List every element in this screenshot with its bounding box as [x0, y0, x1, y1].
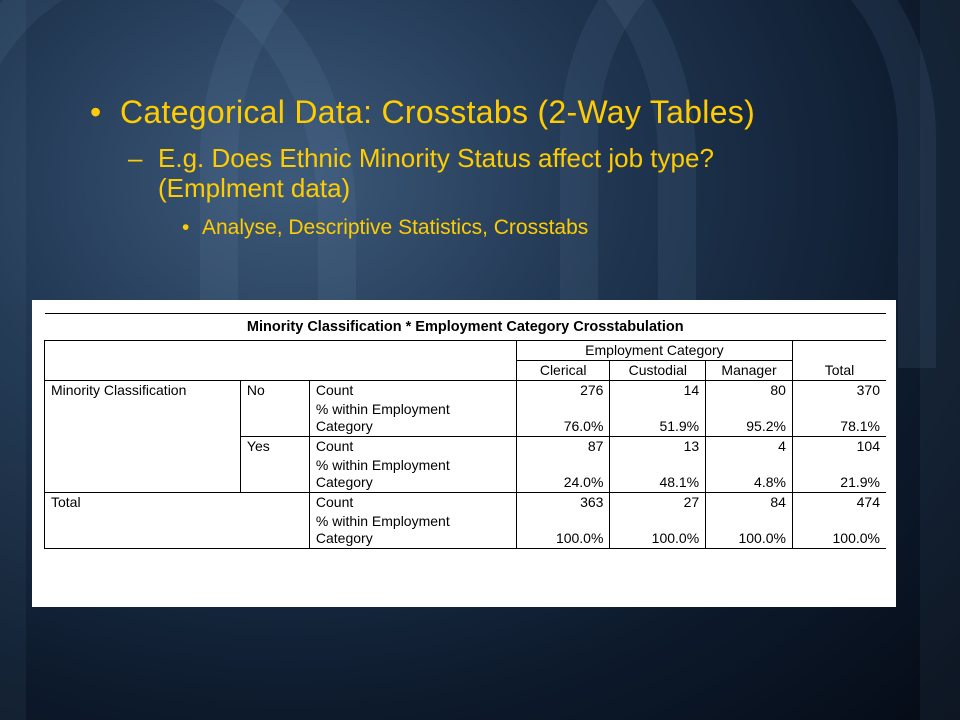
cell-total-pct-clerical: 100.0% [516, 512, 610, 549]
cell-total-count-clerical: 363 [516, 493, 610, 513]
cell-yes-count-manager: 4 [706, 437, 793, 457]
cell-total-pct-total: 100.0% [792, 512, 886, 549]
cell-total-count-manager: 84 [706, 493, 793, 513]
row-var-label: Minority Classification [45, 381, 241, 493]
level-yes: Yes [240, 437, 309, 493]
crosstab-panel [32, 300, 896, 607]
cell-yes-pct-clerical: 24.0% [516, 456, 610, 493]
cell-total-pct-manager: 100.0% [706, 512, 793, 549]
cell-no-count-custodial: 14 [610, 381, 706, 401]
table-row [45, 493, 887, 513]
bullet-dot-icon: • [182, 216, 190, 239]
bullet-level3-text: Analyse, Descriptive Statistics, Crosstabs [202, 216, 589, 239]
cell-total-count-custodial: 27 [610, 493, 706, 513]
bullet-level1-text: Categorical Data: Crosstabs (2-Way Tables) [120, 94, 756, 130]
stat-count: Count [309, 437, 516, 457]
stat-count: Count [309, 381, 516, 401]
header-manager: Manager [706, 361, 793, 381]
level-no: No [240, 381, 309, 437]
table-title: Minority Classification * Employment Category Crosstabulation [45, 314, 887, 341]
header-custodial: Custodial [610, 361, 706, 381]
cell-yes-count-total: 104 [856, 438, 880, 454]
header-corner [45, 341, 517, 381]
bullet-dash-icon: – [128, 143, 143, 173]
cell-yes-pct-manager: 4.8% [706, 456, 793, 493]
cell-no-pct-clerical: 76.0% [516, 400, 610, 437]
bullet-level2-line1: E.g. Does Ethnic Minority Status affect job type? [158, 143, 714, 173]
cell-yes-pct-total: 21.9% [792, 456, 886, 493]
stat-pct-line1: % within Employment [315, 513, 450, 529]
cell-yes-count-clerical: 87 [516, 437, 610, 457]
stat-pct [309, 400, 516, 437]
header-clerical: Clerical [516, 361, 610, 381]
cell-total-count-total: 474 [856, 494, 880, 510]
header-row-1 [45, 341, 887, 361]
header-total: Total [792, 341, 886, 381]
crosstab-table [44, 313, 886, 549]
cell-no-pct-custodial: 51.9% [610, 400, 706, 437]
stat-pct-line2: Category [315, 418, 373, 434]
stat-pct-line1: % within Employment [315, 457, 450, 473]
bullet-level2-line2: (Emplment data) [158, 173, 351, 203]
cell-no-count-clerical: 276 [516, 381, 610, 401]
stat-pct-line2: Category [315, 474, 373, 490]
cell-no-pct-manager: 95.2% [706, 400, 793, 437]
cell-yes-pct-custodial: 48.1% [610, 456, 706, 493]
bullet-level2-text [158, 143, 714, 203]
stat-pct [309, 512, 516, 549]
group-header: Employment Category [516, 341, 792, 361]
stat-pct-line2: Category [315, 530, 373, 546]
cell-no-pct-total: 78.1% [792, 400, 886, 437]
cell-no-count-manager: 80 [706, 381, 793, 401]
total-row-label: Total [45, 493, 310, 549]
stat-pct [309, 456, 516, 493]
cell-total-pct-custodial: 100.0% [610, 512, 706, 549]
table-title-row [45, 314, 887, 341]
cell-yes-count-custodial: 13 [610, 437, 706, 457]
stat-pct-line1: % within Employment [315, 401, 450, 417]
cell-no-count-total: 370 [856, 382, 880, 398]
bullet-dot-icon: • [90, 94, 102, 130]
stat-count: Count [309, 493, 516, 513]
table-row [45, 381, 887, 401]
